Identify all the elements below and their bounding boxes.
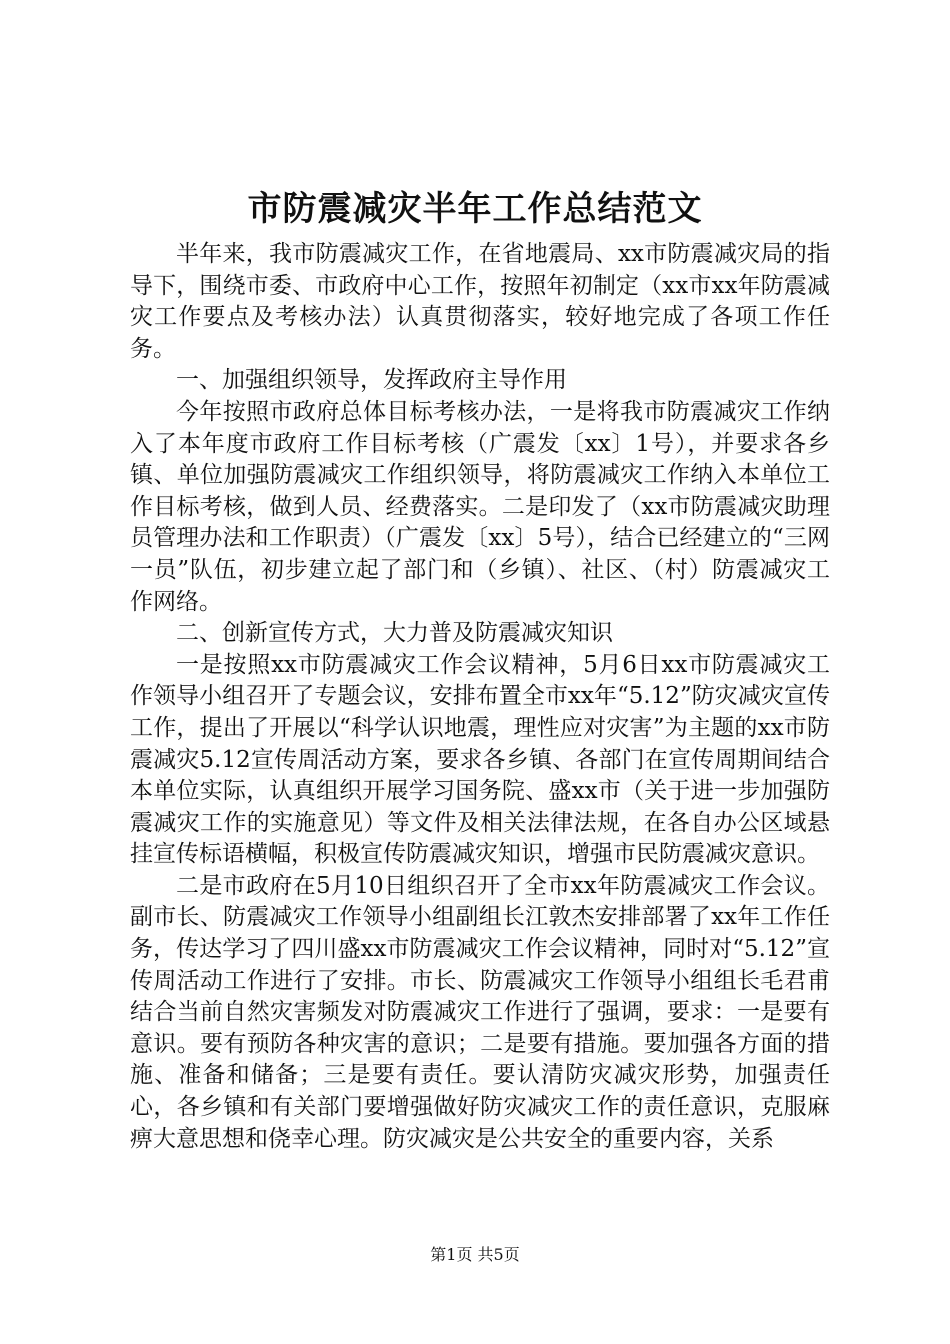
section-heading-1: 一、加强组织领导，发挥政府主导作用	[176, 367, 567, 394]
document-body	[130, 239, 830, 1155]
paragraph-intro: 半年来，我市防震减灾工作，在省地震局、xx市防震减灾局的指导下，围绕市委、市政府中心工作，按照年初制定（xx市xx年防震减灾工作要点及考核办法）认真贯彻落实，较好地完成了各项工作任务。	[130, 241, 830, 362]
page-footer: 第1页 共5页	[430, 1245, 520, 1264]
paragraph-section-2-a: 一是按照xx市防震减灾工作会议精神，5月6日xx市防震减灾工作领导小组召开了专题会议，安排布置全市xx年“5.12”防灾减灾宣传工作，提出了开展以“科学认识地震，理性应对灾害”为主题的xx市防震减灾5.12宣传周活动方案，要求各乡镇、各部门在宣传周期间结合本单位实际，认真组织开展学习国务院、盛xx市（关于进一步加强防震减灾工作的实施意见）等文件及相关法律法规，在各自办公区域悬挂宣传标语横幅，积极宣传防震减灾知识，增强市民防震减灾意识。	[130, 651, 830, 868]
section-heading-2: 二、创新宣传方式，大力普及防震减灾知识	[176, 620, 613, 647]
paragraph-section-2-b: 二是市政府在5月10日组织召开了全市xx年防震减灾工作会议。副市长、防震减灾工作领导小组副组长江敦杰安排部署了xx年工作任务，传达学习了四川盛xx市防震减灾工作会议精神，同时对“5.12”宣传周活动工作进行了安排。市长、防震减灾工作领导小组组长毛君甫结合当前自然灾害频发对防震减灾工作进行了强调，要求：一是要有意识。要有预防各种灾害的意识；二是要有措施。要加强各方面的措施、准备和储备；三是要有责任。要认清防灾减灾形势，加强责任心，各乡镇和有关部门要增强做好防灾减灾工作的责任意识，克服麻痹大意思想和侥幸心理。防灾减灾是公共安全的重要内容，关系	[130, 872, 830, 1152]
paragraph-section-1: 今年按照市政府总体目标考核办法，一是将我市防震减灾工作纳入了本年度市政府工作目标考核（广震发〔xx〕1号），并要求各乡镇、单位加强防震减灾工作组织领导，将防震减灾工作纳入本单位工作目标考核，做到人员、经费落实。二是印发了（xx市防震减灾助理员管理办法和工作职责）（广震发〔xx〕5号），结合已经建立的“三网一员”队伍，初步建立起了部门和（乡镇）、社区、（村）防震减灾工作网络。	[130, 398, 830, 615]
document-title: 市防震减灾半年工作总结范文	[247, 189, 703, 229]
